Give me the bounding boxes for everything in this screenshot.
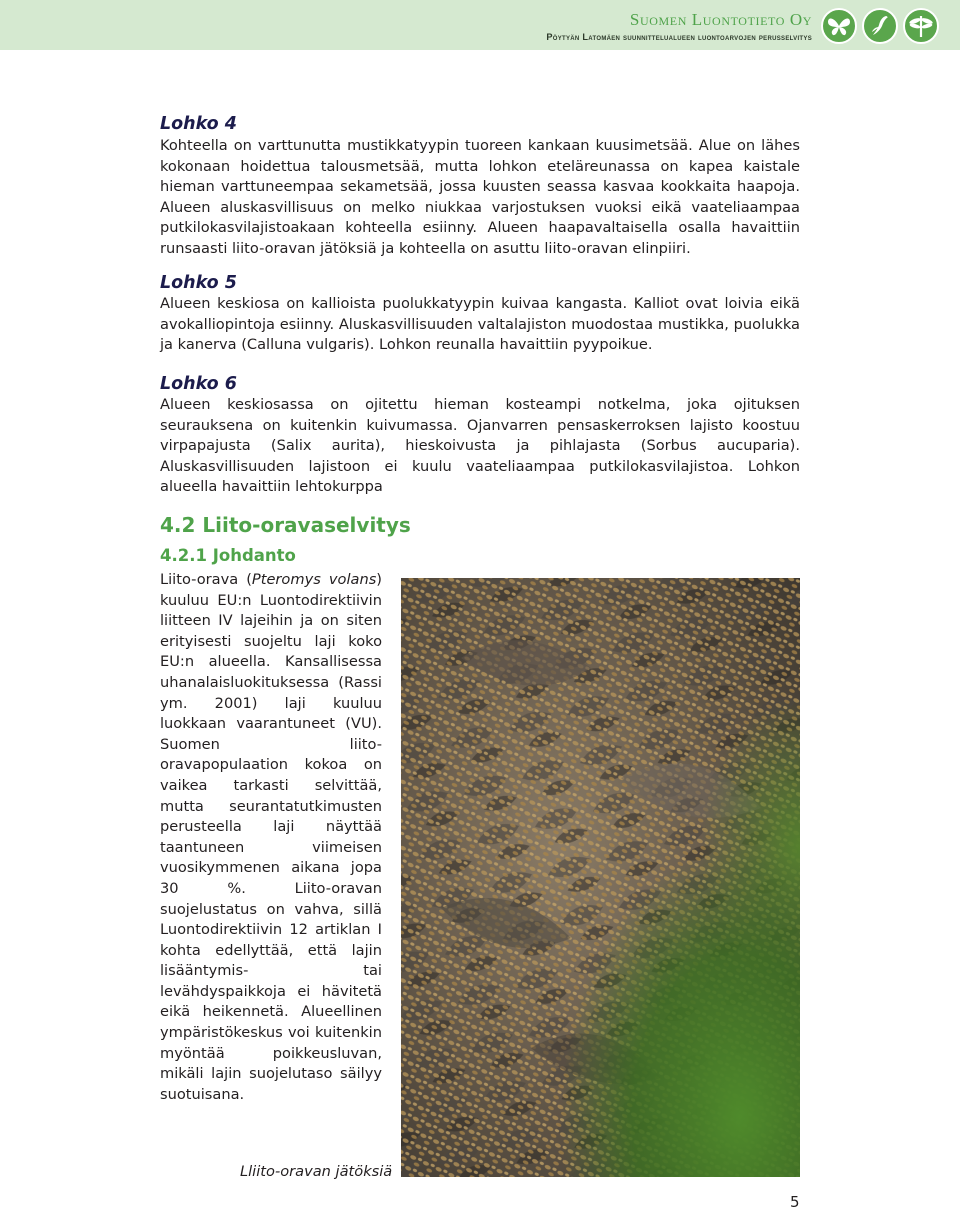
butterfly-icon bbox=[821, 8, 857, 44]
section-heading: Lohko 5 bbox=[160, 273, 237, 293]
intro-rest: ) kuuluu EU:n Luontodirektiivin liitteen IV lajeihin ja on siten erityisesti suojeltu laji koko EU:n alueella. Kansallisessa uhanalaisluokituksessa (Rassi ym. 2001) laji kuuluu luokkaan vaarantuneet (VU). Suomen liito-oravapopulaation kokoa on vaikea tarkasti selvittää, mutta seurantatutkimusten perusteella laji näyttää taantuneen viimeisen vuosikymmenen aikana jopa 30 %. Liito-oravan suojelustatus on vahva, sillä Luontodirektiivin 12 artiklan I kohta edellyttää, että lajin lisääntymis- tai levähdyspaikkoja ei hävitetä eikä heikennetä. Alueellinen ympäristökeskus voi kuitenkin myöntää poikkeusluvan, mikäli lajin suojelutaso säilyy suotuisana. bbox=[160, 571, 382, 1103]
droppings-photo bbox=[401, 578, 800, 1177]
section-paragraph: Kohteella on varttunutta mustikkatyypin tuoreen kankaan kuusimetsää. Alue on lähes kokonaan hoidettua talousmetsää, mutta lohkon eteläreunassa on kapea kaistale hieman varttuneempaa sekametsää, jossa kuusten seassa kasvaa kookkaita haapoja. Alueen aluskasvillisuus on melko niukkaa varjostuksen vuoksi eikä vaateliaampaa putkilokasvilajistoakaan kohteella esiinny. Alueen haapavaltaisella osalla havaittiin runsaasti liito-oravan jätöksiä ja kohteella on asuttu liito-oravan elinpiiri. bbox=[160, 137, 800, 257]
photo-caption: Lliito-oravan jätöksiä bbox=[240, 1163, 393, 1180]
latin-name: Pteromys volans bbox=[251, 571, 377, 588]
intro-paragraph bbox=[160, 570, 382, 1105]
section-heading: Lohko 6 bbox=[160, 374, 237, 394]
section-paragraph: Alueen keskiosa on kallioista puolukkatyypin kuivaa kangasta. Kalliot ovat loivia eikä avokalliopintoja esiinny. Aluskasvillisuuden valtalajiston muodostaa mustikka, puolukka ja kanerva (Calluna vulgaris). Lohkon reunalla havaittiin pyypoikue. bbox=[160, 295, 800, 354]
section-heading: Lohko 4 bbox=[160, 114, 237, 134]
intro-start: Liito-orava ( bbox=[160, 571, 252, 588]
report-subtitle: Pöytyän Latomäen suunnittelualueen luontoarvojen perusselvitys bbox=[546, 32, 812, 42]
chapter-subtitle: 4.2.1 Johdanto bbox=[160, 546, 296, 565]
chapter-title: 4.2 Liito-oravaselvitys bbox=[160, 513, 411, 537]
bird-icon bbox=[862, 8, 898, 44]
dragonfly-icon bbox=[903, 8, 939, 44]
header-band bbox=[0, 0, 960, 50]
header-logos bbox=[821, 8, 939, 44]
section-paragraph: Alueen keskiosassa on ojitettu hieman kosteampi notkelma, joka ojituksen seurauksena on kuitenkin kuivumassa. Ojanvarren pensaskerroksen lajisto koostuu virpapajusta (Salix aurita), hieskoivusta ja pihlajasta (Sorbus aucuparia). Aluskasvillisuuden lajistoon ei kuulu vaateliaampaa putkilokasvilajistoa. Lohkon alueella havaittiin lehtokurppa bbox=[160, 396, 800, 496]
page-number: 5 bbox=[790, 1193, 800, 1211]
company-name: Suomen Luontotieto Oy bbox=[629, 10, 812, 29]
